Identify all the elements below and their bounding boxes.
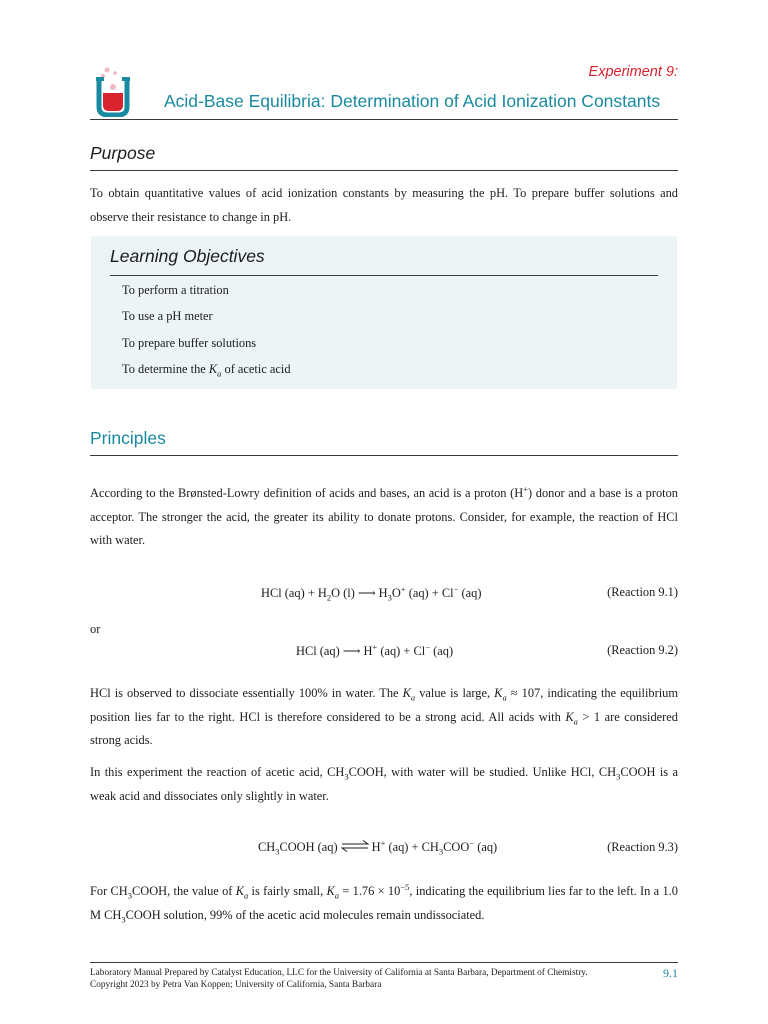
equation-9-1: HCl $(aq) + H_2O$ (l) ⟶ $H_3O^+$ (aq) + Cl− (aq) bbox=[261, 583, 482, 603]
principles-divider bbox=[90, 455, 678, 456]
purpose-divider bbox=[90, 170, 678, 171]
page-title: Acid-Base Equilibria: Determination of Acid Ionization Constants bbox=[164, 91, 661, 111]
objective-item: To perform a titration bbox=[122, 283, 229, 297]
equilibrium-arrow-icon bbox=[341, 840, 369, 852]
objective-item: To use a pH meter bbox=[122, 309, 213, 323]
principles-paragraph-2: HCl is observed to dissociate essentially 100% in water. The $K_a$ value is large, $K_a \approx 107$, indicating the equilibrium position lies far to the right. HCl is therefore considered to be a strong acid. All acids with $K_a > 1$ are considered strong acids. bbox=[90, 686, 679, 747]
reaction-label-9-1: (Reaction 9.1) bbox=[607, 585, 678, 599]
principles-paragraph-4: For $CH_3COOH$, the value of $K_a$ is fairly small, $K_a = 1.76 \times 10^{-5}$, indicating the equilibrium lies far to the left. In a 1.0 M $CH_3COOH$ solution, 99% of the acetic acid molecules remain undissociated. bbox=[90, 881, 678, 924]
or-label: or bbox=[90, 622, 101, 636]
reaction-label-9-2: (Reaction 9.2) bbox=[607, 643, 678, 657]
learning-objectives-heading: Learning Objectives bbox=[110, 246, 265, 266]
principles-heading: Principles bbox=[90, 428, 166, 448]
learning-objectives-divider bbox=[110, 275, 658, 276]
purpose-heading: Purpose bbox=[90, 143, 156, 163]
learning-objectives-box bbox=[91, 236, 677, 389]
footer-credit: Laboratory Manual Prepared by Catalyst Education, LLC for the University of California at Santa Barbara, Department of Chemistry. bbox=[90, 968, 588, 978]
beaker-logo-icon bbox=[93, 67, 133, 117]
objective-item: To prepare buffer solutions bbox=[122, 336, 257, 350]
principles-paragraph-1: According to the Brønsted-Lowry definition of acids and bases, an acid is a proton (H+) donor and a base is a proton acceptor. The stronger the acid, the greater its ability to donate protons. Consider, for example, the reaction of HCl with water. bbox=[90, 483, 678, 547]
equation-9-2: HCl (aq) ⟶ H+ (aq) + Cl− (aq) bbox=[296, 641, 454, 658]
reaction-label-9-3: (Reaction 9.3) bbox=[607, 840, 678, 854]
objective-item: To determine the $K_a$ of acetic acid bbox=[122, 362, 291, 379]
page-number: 9.1 bbox=[663, 966, 678, 980]
equation-9-3: $CH_3COOH$ (aq) H+ $(aq) + CH_3COO^-$ (aq) bbox=[258, 837, 498, 857]
purpose-text: To obtain quantitative values of acid ionization constants by measuring the pH. To prepare buffer solutions and observe their resistance to change in pH. bbox=[90, 186, 678, 224]
principles-paragraph-3: In this experiment the reaction of acetic acid, $CH_3COOH$, with water will be studied. Unlike HCl, $CH_3COOH$ is a weak acid and dissociates only slightly in water. bbox=[90, 765, 678, 803]
footer-copyright: Copyright 2023 by Petra Van Koppen; University of California, Santa Barbara bbox=[90, 980, 382, 990]
experiment-label: Experiment 9: bbox=[588, 64, 678, 80]
footer-divider bbox=[90, 962, 678, 963]
header-divider bbox=[90, 119, 678, 120]
